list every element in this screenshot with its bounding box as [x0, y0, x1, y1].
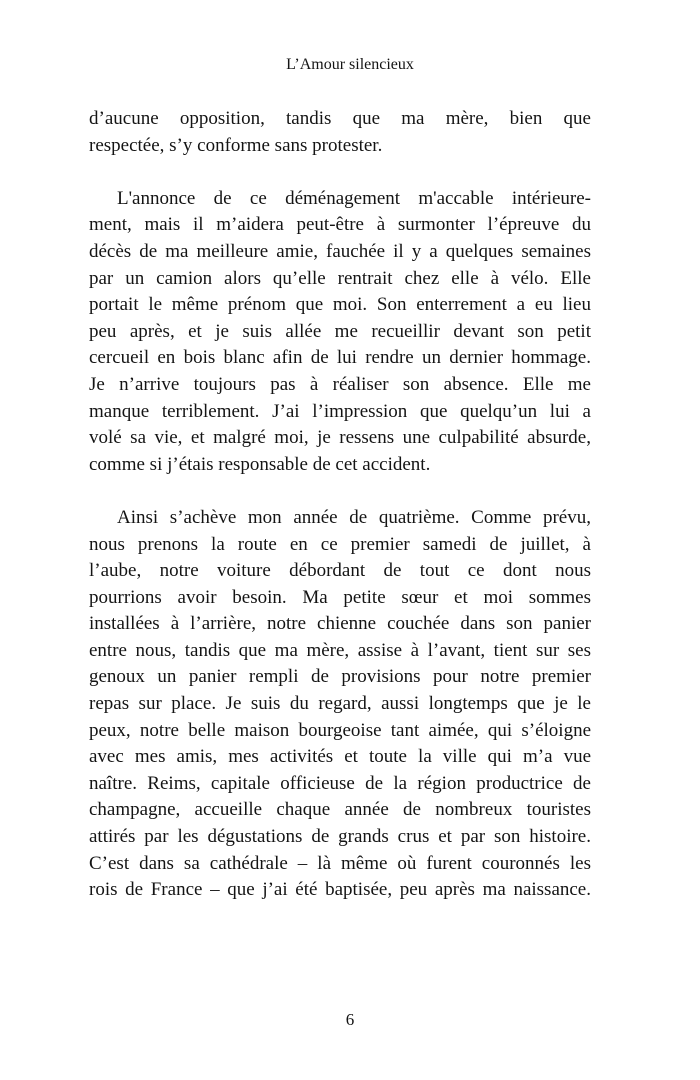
- running-header: L’Amour silencieux: [286, 56, 414, 73]
- text-line: rois de France – que j’ai été baptisée, peu après ma naissance.: [89, 879, 591, 901]
- text-line: C’est dans sa cathédrale – là même où furent couronnés les: [89, 852, 591, 874]
- text-line: volé sa vie, et malgré moi, je ressens une culpabilité absurde,: [89, 427, 591, 449]
- text-line: avec mes amis, mes activités et toute la ville qui m’a vue: [89, 746, 591, 768]
- text-line: d’aucune opposition, tandis que ma mère, bien que: [89, 108, 591, 129]
- text-line: comme si j’étais responsable de cet accident.: [89, 453, 431, 475]
- text-line: ment, mais il m’aidera peut-être à surmonter l’épreuve du: [89, 214, 591, 236]
- text-line: décès de ma meilleure amie, fauchée il y a quelques semaines: [89, 240, 591, 262]
- text-line: naître. Reims, capitale officieuse de la région productrice de: [89, 772, 591, 794]
- page-number: 6: [345, 1010, 355, 1029]
- text-line: nous prenons la route en ce premier samedi de juillet, à: [89, 533, 591, 555]
- text-line: L'annonce de ce déménagement m'accable intérieure-: [117, 187, 591, 209]
- text-line: manque terriblement. J’ai l’impression que quelqu’un lui a: [89, 400, 591, 422]
- text-line: installées à l’arrière, notre chienne couchée dans son panier: [89, 613, 591, 635]
- text-line: l’aube, notre voiture débordant de tout ce dont nous: [89, 560, 591, 582]
- text-line: attirés par les dégustations de grands crus et par son histoire.: [89, 826, 591, 848]
- text-line: genoux un panier rempli de provisions pour notre premier: [89, 666, 591, 688]
- text-line: Ainsi s’achève mon année de quatrième. Comme prévu,: [117, 506, 591, 528]
- paragraph: [89, 186, 591, 479]
- text-line: entre nous, tandis que ma mère, assise à l’avant, tient sur ses: [89, 639, 591, 661]
- text-line: Je n’arrive toujours pas à réaliser son absence. Elle me: [89, 373, 591, 395]
- text-line: respectée, s’y conforme sans protester.: [89, 134, 383, 156]
- text-line: pourrions avoir besoin. Ma petite sœur et moi sommes: [89, 586, 591, 608]
- page-body: [89, 106, 591, 930]
- text-line: portait le même prénom que moi. Son enterrement a eu lieu: [89, 294, 591, 316]
- text-line: cercueil en bois blanc afin de lui rendre un dernier hommage.: [89, 347, 591, 369]
- text-line: repas sur place. Je suis du regard, aussi longtemps que je le: [89, 693, 591, 715]
- text-line: par un camion alors qu’elle rentrait chez elle à vélo. Elle: [89, 267, 591, 289]
- text-line: peu après, et je suis allée me recueillir devant son petit: [89, 320, 591, 342]
- paragraph: [89, 505, 591, 904]
- text-line: peux, notre belle maison bourgeoise tant aimée, qui s’éloigne: [89, 719, 591, 741]
- text-line: champagne, accueille chaque année de nombreux touristes: [89, 799, 591, 821]
- paragraph: [89, 106, 591, 159]
